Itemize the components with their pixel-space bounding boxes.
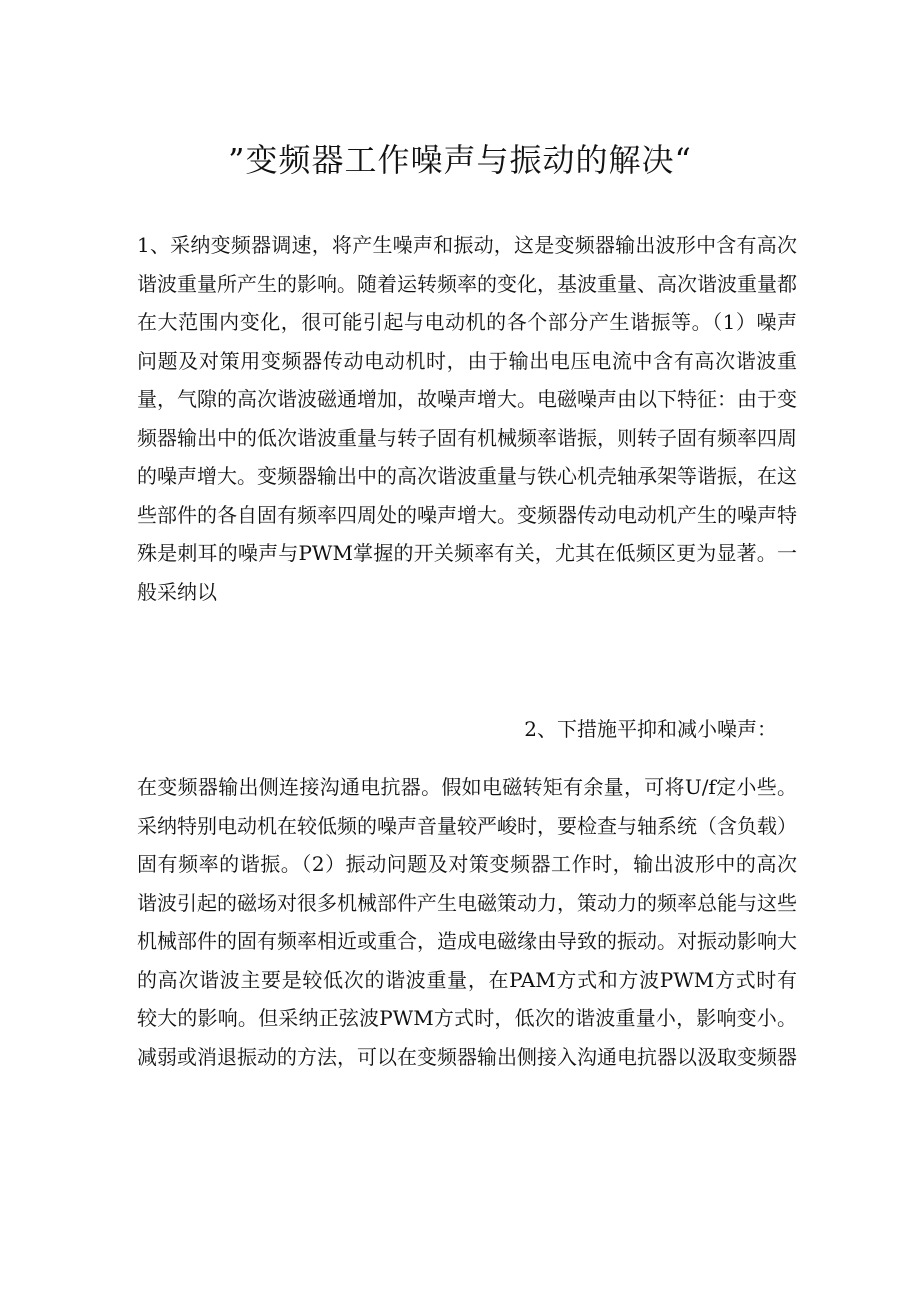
paragraph-1: 1、采纳变频器调速，将产生噪声和振动，这是变频器输出波形中含有高次谐波重量所产生的影响。随着运转频率的变化，基波重量、高次谐波重量都在大范围内变化，很可能引起与电动机的各个部分产生谐振等。（1）噪声问题及对策用变频器传动电动机时，由于输出电压电流中含有高次谐波重量，气隙的高次谐波磁通增加，故噪声增大。电磁噪声由以下特征：由于变频器输出中的低次谐波重量与转子固有机械频率谐振，则转子固有频率四周的噪声增大。变频器输出中的高次谐波重量与铁心机壳轴承架等谐振，在这些部件的各自固有频率四周处的噪声增大。变频器传动电动机产生的噪声特殊是刺耳的噪声与PWM掌握的开关频率有关，尤其在低频区更为显著。一般采纳以 [137, 233, 797, 604]
section-heading-2: 2、下措施平抑和减小噪声： [524, 717, 777, 741]
paragraph-2: 在变频器输出侧连接沟通电抗器。假如电磁转矩有余量，可将U/f定小些。采纳特别电动机在较低频的噪声音量较严峻时，要检查与轴系统（含负载）固有频率的谐振。（2）振动问题及对策变频器工作时，输出波形中的高次谐波引起的磁场对很多机械部件产生电磁策动力，策动力的频率总能与这些机械部件的固有频率相近或重合，造成电磁缘由导致的振动。对振动影响大的高次谐波主要是较低次的谐波重量，在PAM方式和方波PWM方式时有较大的影响。但采纳正弦波PWM方式时，低次的谐波重量小，影响变小。减弱或消退振动的方法，可以在变频器输出侧接入沟通电抗器以汲取变频器 [137, 775, 797, 1069]
document-title: ”变频器工作噪声与振动的解决“ [228, 141, 692, 179]
